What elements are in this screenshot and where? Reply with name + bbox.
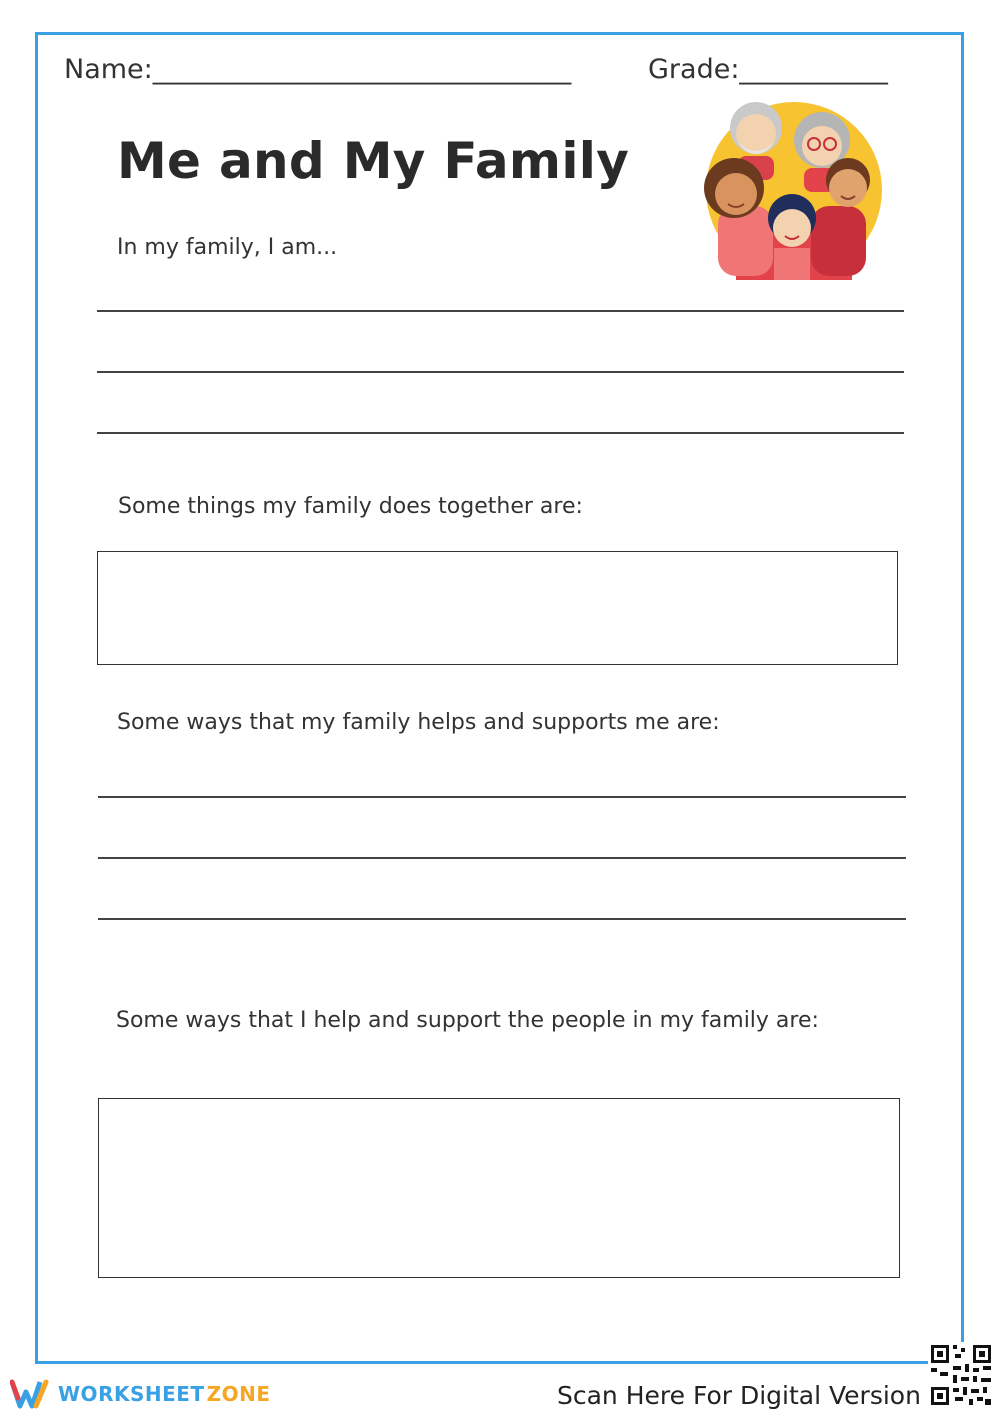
- answer-line[interactable]: [98, 918, 906, 920]
- section-3-prompt: Some ways that my family helps and supports me are:: [117, 710, 720, 735]
- answer-line[interactable]: [98, 796, 906, 798]
- answer-line[interactable]: [98, 857, 906, 859]
- answer-line[interactable]: [97, 432, 904, 434]
- answer-box[interactable]: [97, 551, 898, 665]
- answer-box[interactable]: [98, 1098, 900, 1278]
- page-title: Me and My Family: [117, 132, 630, 190]
- scan-instruction: Scan Here For Digital Version: [557, 1381, 921, 1410]
- section-1-prompt: In my family, I am...: [117, 235, 338, 260]
- brand-worksheet-text: WORKSHEET: [58, 1382, 205, 1406]
- worksheet-zone-logo-icon: [10, 1378, 50, 1410]
- name-field-label[interactable]: Name:_______________________________: [64, 54, 572, 85]
- grade-field-label[interactable]: Grade:___________: [648, 54, 888, 85]
- brand-zone-text: ZONE: [206, 1382, 271, 1406]
- section-4-prompt: Some ways that I help and support the people in my family are:: [116, 1008, 819, 1033]
- worksheet-zone-logo[interactable]: [10, 1376, 270, 1412]
- answer-line[interactable]: [97, 310, 904, 312]
- section-2-prompt: Some things my family does together are:: [118, 494, 583, 519]
- qr-code-icon[interactable]: [928, 1342, 994, 1408]
- answer-line[interactable]: [97, 371, 904, 373]
- family-illustration-icon: [696, 96, 892, 280]
